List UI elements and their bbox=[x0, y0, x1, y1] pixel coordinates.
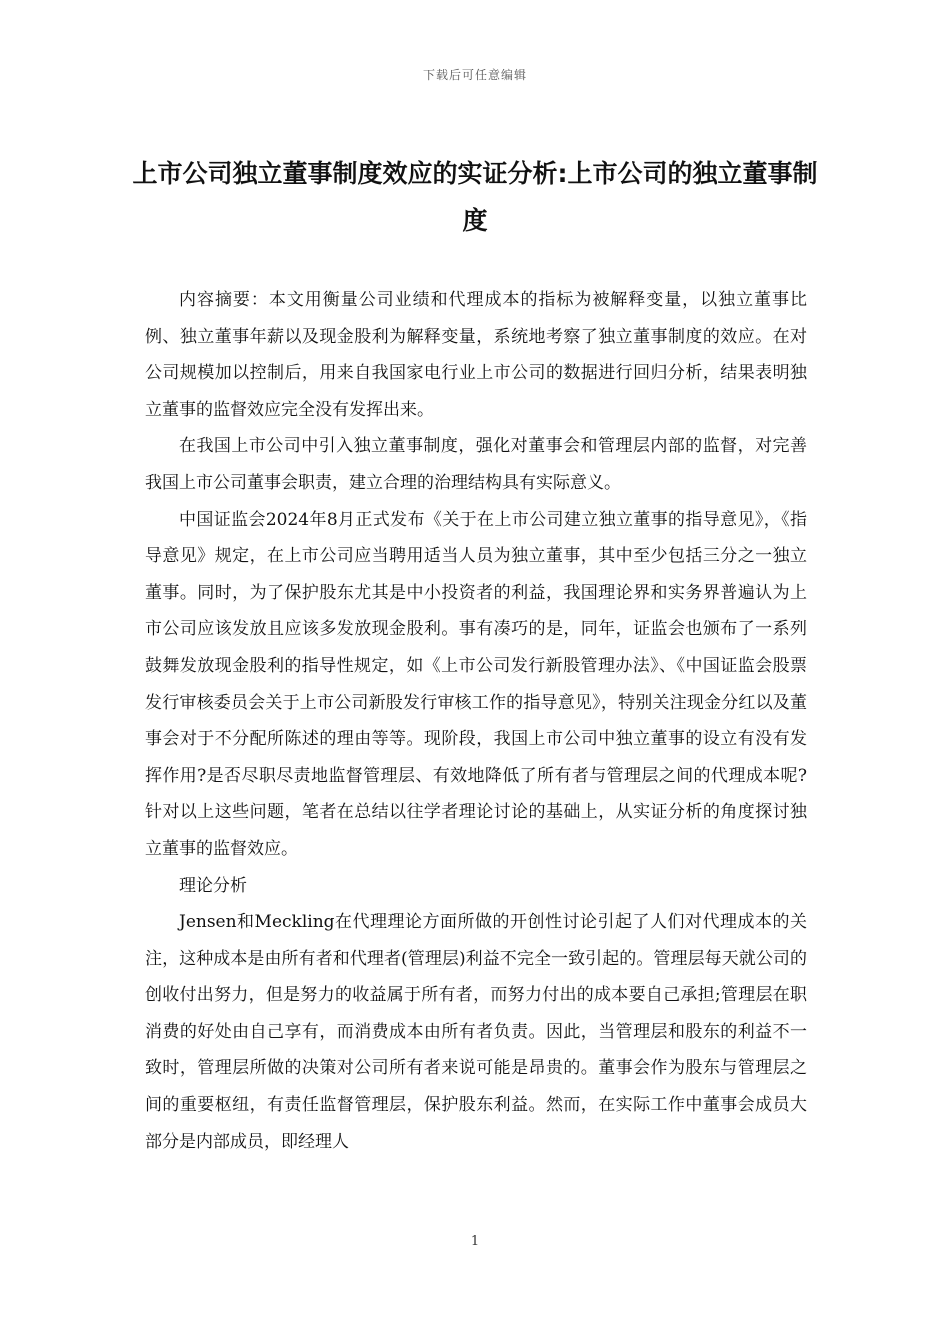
header-note: 下载后可任意编辑 bbox=[422, 68, 527, 82]
document-body bbox=[145, 282, 807, 1160]
document-title: 上市公司独立董事制度效应的实证分析:上市公司的独立董事制度 bbox=[132, 159, 818, 235]
abstract-paragraph: 内容摘要：本文用衡量公司业绩和代理成本的指标为被解释变量，以独立董事比例、独立董事年薪以及现金股利为解释变量，系统地考察了独立董事制度的效应。在对公司规模加以控制后，用来自我国家电行业上市公司的数据进行回归分析，结果表明独立董事的监督效应完全没有发挥出来。 bbox=[145, 290, 807, 420]
body-paragraph: 中国证监会2024年8月正式发布《关于在上市公司建立独立董事的指导意见》，《指导意见》规定，在上市公司应当聘用适当人员为独立董事，其中至少包括三分之一独立董事。同时，为了保护股东尤其是中小投资者的利益，我国理论界和实务界普遍认为上市公司应该发放且应该多发放现金股利。事有凑巧的是，同年，证监会也颁布了一系列鼓舞发放现金股利的指导性规定，如《上市公司发行新股管理办法》、《中国证监会股票发行审核委员会关于上市公司新股发行审核工作的指导意见》，特别关注现金分红以及董事会对于不分配所陈述的理由等等。现阶段，我国上市公司中独立董事的设立有没有发挥作用?是否尽职尽责地监督管理层、有效地降低了所有者与管理层之间的代理成本呢?针对以上这些问题，笔者在总结以往学者理论讨论的基础上，从实证分析的角度探讨独立董事的监督效应。 bbox=[145, 509, 807, 859]
section-heading: 理论分析 bbox=[179, 875, 247, 896]
page-number: 1 bbox=[470, 1234, 480, 1249]
body-paragraph: 在我国上市公司中引入独立董事制度，强化对董事会和管理层内部的监督，对完善我国上市公司董事会职责，建立合理的治理结构具有实际意义。 bbox=[145, 436, 807, 493]
body-paragraph: Jensen和Meckling在代理理论方面所做的开创性讨论引起了人们对代理成本的关注，这种成本是由所有者和代理者(管理层)利益不完全一致引起的。管理层每天就公司的创收付出努力，但是努力的收益属于所有者，而努力付出的成本要自己承担;管理层在职消费的好处由自己享有，而消费成本由所有者负责。因此，当管理层和股东的利益不一致时，管理层所做的决策对公司所有者来说可能是昂贵的。董事会作为股东与管理层之间的重要枢纽，有责任监督管理层，保护股东利益。然而，在实际工作中董事会成员大部分是内部成员，即经理人 bbox=[145, 912, 807, 1152]
